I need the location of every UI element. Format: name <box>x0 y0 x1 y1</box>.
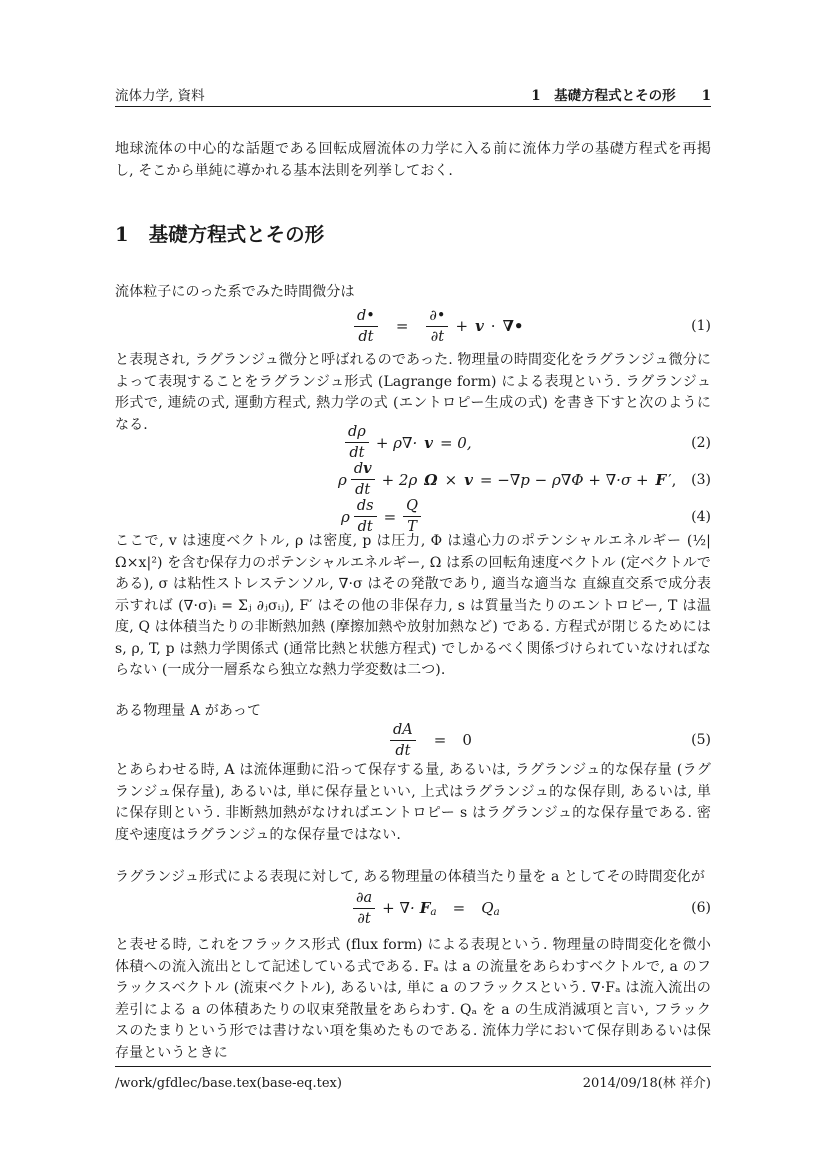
continuity-middle-term: + ρ∇· <box>375 433 418 452</box>
paragraph-flux-form: と表せる時, これをフラックス形式 (flux form) による表現という. 物理量の時間変化を微小体積への流入流出として記述している式である. Fₐ は a の流量をあらわすベクトルで, a のフラックスベクトル (流束ベクトル), あるいは, 単に a のフラックスという. ∇·Fₐ は流入流出の差引による a の体積あたりの収束発散量をあらわす. Qₐ を a の生成消滅項と言い, フラックスのたまりという形では書けない項を集めたものである. 流体力学において保存則あるいは保存量というときに <box>115 937 711 1061</box>
paragraph-lagrange-form: と表現され, ラグランジュ微分と呼ばれるのであった. 物理量の時間変化をラグランジュ微分によって表現することをラグランジュ形式 (Lagrange form) による表現という. ラグランジュ形式で, 連続の式, 運動方程式, 熱力学の式 (エントロピー生成の式) を書き下すと次のようになる. <box>115 352 711 433</box>
equation-number: (1) <box>691 318 711 334</box>
equation-number: (6) <box>691 900 711 916</box>
fraction: $\frac{d•}{dt}$ <box>354 308 378 345</box>
equation-2-body <box>343 424 477 461</box>
momentum-rhs-terms: = −∇p − ρ∇Φ + ∇·σ + <box>479 470 649 489</box>
velocity-vector-symbol: v <box>464 470 473 489</box>
equation-6 <box>115 886 711 930</box>
equation-3-body <box>336 461 676 498</box>
fraction: $\frac{dA}{dt}$ <box>390 722 416 759</box>
fraction: $\frac{d\rho}{dt}$ <box>345 424 369 461</box>
page-number: 1 <box>701 88 711 104</box>
equation-2 <box>115 424 711 461</box>
running-section-title: 1 基礎方程式とその形 <box>531 88 676 104</box>
subscript-a: a <box>493 906 500 918</box>
header-rule <box>115 106 711 107</box>
divergence-term: + ∇· <box>382 899 415 917</box>
equation-number: (2) <box>691 434 711 451</box>
cross-product-sign: × <box>444 470 458 489</box>
running-section <box>531 84 711 104</box>
equation-number: (3) <box>691 471 711 488</box>
running-title: 流体力学, 資料 <box>115 88 205 104</box>
equation-number: (4) <box>691 508 711 525</box>
equation-5-body <box>388 722 472 759</box>
footer-rule <box>115 1066 711 1067</box>
fraction: $\frac{\partial•}{\partial t}$ <box>426 308 448 345</box>
equation-6-body <box>351 890 500 927</box>
section-title: 基礎方程式とその形 <box>148 223 325 246</box>
plus-sign: + <box>455 317 469 335</box>
subscript-a: a <box>430 906 437 918</box>
page-footer <box>115 1072 711 1091</box>
paragraph-time-derivative: 流体粒子にのった系でみた時間微分は <box>115 284 355 300</box>
equation-number: (5) <box>691 732 711 748</box>
equation-1-body <box>352 308 525 345</box>
nabla-bullet-symbol: ∇• <box>502 317 524 335</box>
density-symbol: ρ <box>341 507 350 526</box>
density-symbol: ρ <box>338 470 347 489</box>
equation-group-2-4 <box>115 424 711 535</box>
equation-3 <box>115 461 711 498</box>
equals-sign: = <box>383 507 397 526</box>
equals-sign: = <box>452 899 466 917</box>
friction-force-symbol: F <box>655 470 667 489</box>
source-term-symbol: Q <box>481 899 494 917</box>
equation-1 <box>115 304 711 348</box>
section-number: 1 <box>115 223 129 246</box>
paragraph-variables-explanation: ここで, v は速度ベクトル, ρ は密度, p は圧力, Φ は遠心力のポテンシャルエネルギー (½|Ω×x|²) を含む保存力のポテンシャルエネルギー, Ω は系の回転角速度ベクトル (定ベクトルである), σ は粘性ストレステンソル, ∇·σ はその発散であり, 適当な適当な 直線直交系で成分表示すれば (∇·σ)ᵢ = Σⱼ ∂ⱼσᵢⱼ), F′ はその他の非保存力, s は質量当たりのエントロピー, T は温度, Q は体積当たりの非断熱加熱 (摩擦加熱や放射加熱など) である. 方程式が閉じるためには s, ρ, T, p は熱力学関係式 (通常比熱と状態方程式) でしかるべく関係づけられていなければならない (一成分一層系なら独立な熱力学変数は二つ). <box>115 533 711 678</box>
equals-sign: = <box>433 731 447 749</box>
section-heading <box>115 219 711 247</box>
footer-source-path: /work/gfdlec/base.tex(base-eq.tex) <box>115 1076 342 1091</box>
equals-sign: = <box>395 317 409 335</box>
fraction: $\frac{Q}{T}$ <box>403 498 421 535</box>
fraction: $\frac{ds}{dt}$ <box>354 498 377 535</box>
equation-5 <box>115 719 711 761</box>
paragraph-quantity-a: ある物理量 A があって <box>115 703 262 719</box>
coriolis-coefficient: + 2ρ <box>381 470 418 489</box>
rotation-vector-symbol: Ω <box>424 470 438 489</box>
equals-zero: = 0, <box>439 433 472 452</box>
flux-vector-symbol: F <box>419 899 431 917</box>
footer-date-author: 2014/09/18(林 祥介) <box>582 1076 711 1091</box>
fraction: $\frac{dv}{dt}$ <box>351 461 375 498</box>
velocity-vector-symbol: v <box>424 433 433 452</box>
dot-operator: · <box>490 317 496 335</box>
fraction: $\frac{\partial a}{\partial t}$ <box>353 890 375 927</box>
equation-4-body <box>339 498 423 535</box>
velocity-vector-symbol: v <box>475 317 484 335</box>
paragraph-flux-intro: ラグランジュ形式による表現に対して, ある物理量の体積当たり量を a としてその時間変化が <box>115 869 706 885</box>
paragraph-conservation: とあらわせる時, A は流体運動に沿って保存する量, あるいは, ラグランジュ的な保存量 (ラグランジュ保存量), あるいは, 単に保存量といい, 上式はラグランジュ的な保存則, あるいは, 単に保存則という. 非断熱加熱がなければエントロピー s はラグランジュ的な保存量である. 密度や速度はラグランジュ的な保存量ではない. <box>115 762 711 843</box>
equation-4 <box>115 498 711 535</box>
prime-mark: ′, <box>668 470 677 489</box>
zero-value: 0 <box>462 731 472 749</box>
intro-paragraph: 地球流体の中心的な話題である回転成層流体の力学に入る前に流体力学の基礎方程式を再掲し, そこから単純に導かれる基本法則を列挙しておく. <box>115 141 711 179</box>
page-header <box>115 84 711 104</box>
